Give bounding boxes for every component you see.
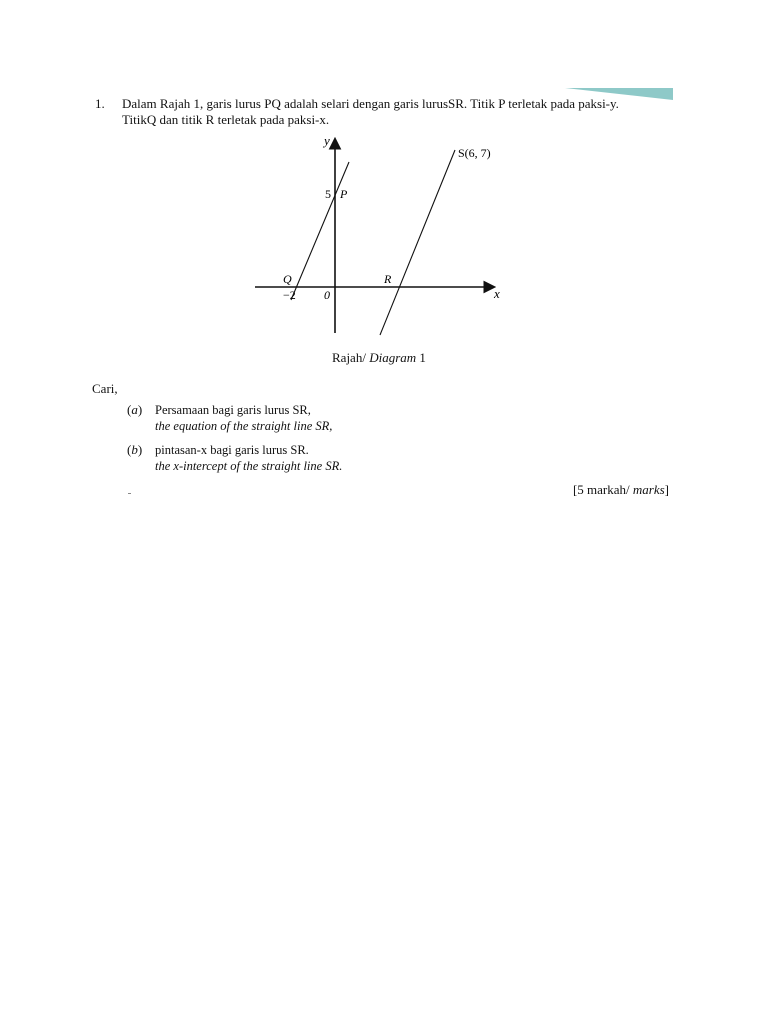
diagram-1: [0, 0, 768, 360]
question-number: 1.: [95, 96, 105, 111]
s-point-label: S(6, 7): [458, 146, 491, 160]
p-point-label: P: [340, 187, 348, 201]
x-axis-label: x: [494, 286, 500, 301]
q-point-label: Q: [283, 272, 292, 286]
y-axis-label: y: [324, 133, 330, 148]
caption-number: 1: [419, 350, 426, 365]
origin-label: 0: [324, 288, 330, 302]
part-a-en: the equation of the straight line SR,: [155, 419, 333, 433]
stray-mark: [128, 493, 131, 494]
part-b-en: the x-intercept of the straight line SR.: [155, 459, 343, 473]
p-value-label: 5: [325, 187, 331, 201]
part-b-label: (b): [127, 442, 143, 457]
line-sr: [380, 150, 455, 335]
instruction: Cari,: [92, 381, 118, 396]
part-a-ms: Persamaan bagi garis lurus SR,: [155, 403, 311, 417]
part-b: [155, 442, 342, 474]
question-line-2: TitikQ dan titik R terletak pada paksi-x.: [122, 112, 330, 127]
caption-en: Diagram: [369, 350, 417, 365]
caption-ms: Rajah/: [332, 350, 366, 365]
r-point-label: R: [384, 272, 392, 286]
question-line-1: Dalam Rajah 1, garis lurus PQ adalah selari dengan garis lurusSR. Titik P terletak pada paksi-y.: [122, 96, 619, 111]
line-pq: [291, 162, 349, 300]
part-a: [155, 402, 332, 434]
diagram-caption: [332, 350, 426, 366]
part-a-label: (a): [127, 402, 143, 417]
marks-allocation: [5 markah/ marks]: [572, 482, 669, 497]
part-b-ms: pintasan-x bagi garis lurus SR.: [155, 443, 309, 457]
q-value-label: −2: [283, 288, 296, 302]
